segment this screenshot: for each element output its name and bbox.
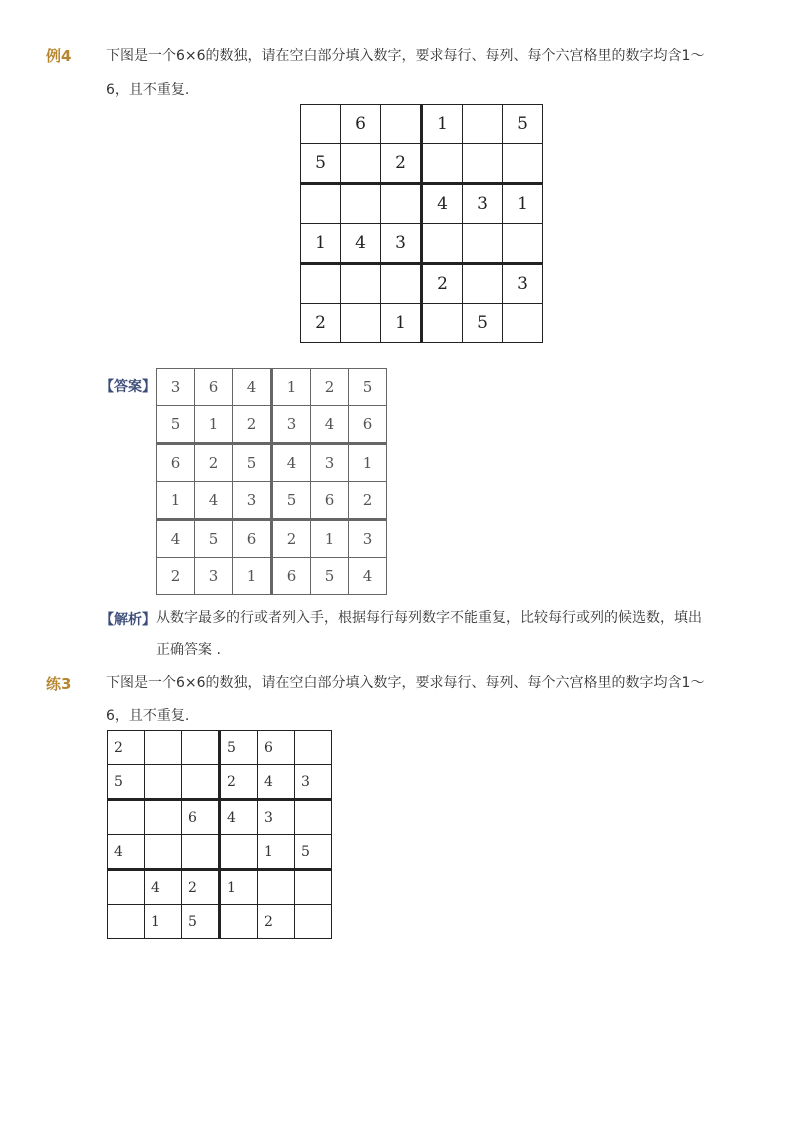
sudoku-cell — [503, 144, 543, 184]
sudoku-cell: 1 — [220, 870, 258, 905]
sudoku-cell — [182, 765, 220, 800]
sudoku-cell: 5 — [301, 144, 341, 184]
sudoku-cell: 6 — [182, 800, 220, 835]
sudoku-cell: 4 — [157, 520, 195, 558]
sudoku-cell: 4 — [422, 184, 463, 224]
sudoku-row — [301, 224, 543, 264]
sudoku-cell — [463, 224, 503, 264]
sudoku-row — [108, 765, 332, 800]
sudoku-cell: 1 — [195, 406, 233, 444]
sudoku-cell: 5 — [195, 520, 233, 558]
sudoku-cell: 4 — [349, 558, 387, 595]
sudoku-cell — [295, 870, 332, 905]
sudoku-cell — [301, 184, 341, 224]
sudoku-cell: 5 — [463, 304, 503, 343]
sudoku-cell: 2 — [349, 482, 387, 520]
sudoku-cell — [182, 835, 220, 870]
sudoku-cell: 5 — [503, 105, 543, 144]
sudoku-cell — [301, 264, 341, 304]
sudoku-cell: 3 — [381, 224, 422, 264]
sudoku-row — [108, 800, 332, 835]
sudoku-cell: 5 — [157, 406, 195, 444]
sudoku-cell — [422, 304, 463, 343]
sudoku-cell: 3 — [233, 482, 272, 520]
sudoku-row — [108, 835, 332, 870]
analysis-line-1: 从数字最多的行或者列入手，根据每行每列数字不能重复，比较每行或列的候选数，填出 — [156, 610, 702, 626]
sudoku-cell: 5 — [295, 835, 332, 870]
sudoku-cell: 1 — [422, 105, 463, 144]
sudoku-cell: 2 — [108, 731, 145, 765]
sudoku-row — [157, 406, 387, 444]
sudoku-cell: 3 — [258, 800, 295, 835]
sudoku-cell: 6 — [258, 731, 295, 765]
sudoku-cell: 3 — [503, 264, 543, 304]
sudoku-cell — [295, 905, 332, 939]
sudoku-cell: 6 — [349, 406, 387, 444]
sudoku-cell: 1 — [157, 482, 195, 520]
sudoku-cell: 1 — [301, 224, 341, 264]
sudoku-cell — [108, 800, 145, 835]
sudoku-cell: 2 — [258, 905, 295, 939]
sudoku-cell: 4 — [311, 406, 349, 444]
sudoku-row — [157, 369, 387, 406]
sudoku-cell: 1 — [381, 304, 422, 343]
sudoku-cell: 1 — [503, 184, 543, 224]
sudoku-cell — [341, 264, 381, 304]
example-sudoku-grid — [300, 104, 543, 343]
sudoku-cell: 4 — [108, 835, 145, 870]
practice-sudoku-grid — [107, 730, 332, 939]
sudoku-cell: 2 — [233, 406, 272, 444]
sudoku-cell: 6 — [311, 482, 349, 520]
sudoku-row — [301, 264, 543, 304]
sudoku-cell: 2 — [157, 558, 195, 595]
sudoku-cell — [108, 905, 145, 939]
sudoku-cell: 5 — [233, 444, 272, 482]
answer-sudoku-grid — [156, 368, 387, 595]
sudoku-cell — [503, 304, 543, 343]
sudoku-cell: 5 — [220, 731, 258, 765]
sudoku-row — [301, 105, 543, 144]
sudoku-cell — [463, 144, 503, 184]
sudoku-cell: 4 — [258, 765, 295, 800]
sudoku-row — [301, 184, 543, 224]
sudoku-cell: 4 — [195, 482, 233, 520]
sudoku-cell — [503, 224, 543, 264]
sudoku-cell — [341, 184, 381, 224]
sudoku-cell: 2 — [311, 369, 349, 406]
sudoku-cell: 4 — [145, 870, 182, 905]
sudoku-cell — [295, 731, 332, 765]
sudoku-cell — [295, 800, 332, 835]
sudoku-cell — [381, 184, 422, 224]
sudoku-cell — [463, 105, 503, 144]
practice-prompt-line-2: 6，且不重复. — [106, 708, 190, 724]
sudoku-cell: 3 — [463, 184, 503, 224]
sudoku-cell — [381, 264, 422, 304]
sudoku-cell — [145, 800, 182, 835]
sudoku-cell: 1 — [258, 835, 295, 870]
sudoku-cell: 3 — [272, 406, 311, 444]
sudoku-cell: 3 — [157, 369, 195, 406]
sudoku-cell — [341, 304, 381, 343]
sudoku-cell: 3 — [295, 765, 332, 800]
sudoku-cell — [341, 144, 381, 184]
sudoku-cell: 4 — [233, 369, 272, 406]
sudoku-cell — [422, 144, 463, 184]
sudoku-row — [157, 558, 387, 595]
sudoku-cell: 5 — [349, 369, 387, 406]
sudoku-cell: 1 — [233, 558, 272, 595]
sudoku-cell — [145, 765, 182, 800]
sudoku-cell: 6 — [195, 369, 233, 406]
example-label: 例4 — [46, 47, 72, 65]
sudoku-cell: 2 — [220, 765, 258, 800]
analysis-tag: 【解析】 — [100, 612, 156, 628]
sudoku-cell: 4 — [272, 444, 311, 482]
example-prompt-line-1: 下图是一个6×6的数独，请在空白部分填入数字，要求每行、每列、每个六宫格里的数字均含1～ — [106, 48, 705, 64]
sudoku-cell: 4 — [341, 224, 381, 264]
example-prompt-line-2: 6，且不重复. — [106, 82, 190, 98]
sudoku-cell — [108, 870, 145, 905]
sudoku-cell: 1 — [145, 905, 182, 939]
sudoku-cell: 6 — [341, 105, 381, 144]
sudoku-cell: 5 — [272, 482, 311, 520]
sudoku-cell: 2 — [195, 444, 233, 482]
practice-label: 练3 — [46, 675, 72, 693]
sudoku-cell — [220, 835, 258, 870]
sudoku-cell: 5 — [108, 765, 145, 800]
sudoku-cell: 2 — [381, 144, 422, 184]
sudoku-cell: 3 — [195, 558, 233, 595]
sudoku-cell — [463, 264, 503, 304]
sudoku-cell: 2 — [182, 870, 220, 905]
sudoku-cell: 2 — [301, 304, 341, 343]
sudoku-cell — [145, 835, 182, 870]
sudoku-cell — [422, 224, 463, 264]
sudoku-row — [157, 482, 387, 520]
sudoku-cell — [145, 731, 182, 765]
sudoku-cell: 3 — [349, 520, 387, 558]
sudoku-cell: 6 — [272, 558, 311, 595]
answer-tag: 【答案】 — [100, 379, 156, 395]
sudoku-cell: 4 — [220, 800, 258, 835]
practice-prompt-line-1: 下图是一个6×6的数独，请在空白部分填入数字，要求每行、每列、每个六宫格里的数字均含1～ — [106, 675, 705, 691]
sudoku-row — [301, 304, 543, 343]
sudoku-cell: 1 — [349, 444, 387, 482]
sudoku-row — [108, 905, 332, 939]
sudoku-cell — [381, 105, 422, 144]
sudoku-cell — [301, 105, 341, 144]
sudoku-cell: 1 — [311, 520, 349, 558]
sudoku-cell — [220, 905, 258, 939]
sudoku-cell: 5 — [182, 905, 220, 939]
sudoku-cell: 6 — [157, 444, 195, 482]
sudoku-row — [157, 444, 387, 482]
sudoku-row — [108, 731, 332, 765]
sudoku-cell: 6 — [233, 520, 272, 558]
sudoku-cell: 1 — [272, 369, 311, 406]
sudoku-row — [108, 870, 332, 905]
sudoku-cell — [258, 870, 295, 905]
sudoku-row — [301, 144, 543, 184]
sudoku-row — [157, 520, 387, 558]
sudoku-cell — [182, 731, 220, 765]
sudoku-cell: 5 — [311, 558, 349, 595]
sudoku-cell: 3 — [311, 444, 349, 482]
sudoku-cell: 2 — [422, 264, 463, 304]
analysis-line-2: 正确答案 . — [156, 642, 221, 658]
sudoku-cell: 2 — [272, 520, 311, 558]
